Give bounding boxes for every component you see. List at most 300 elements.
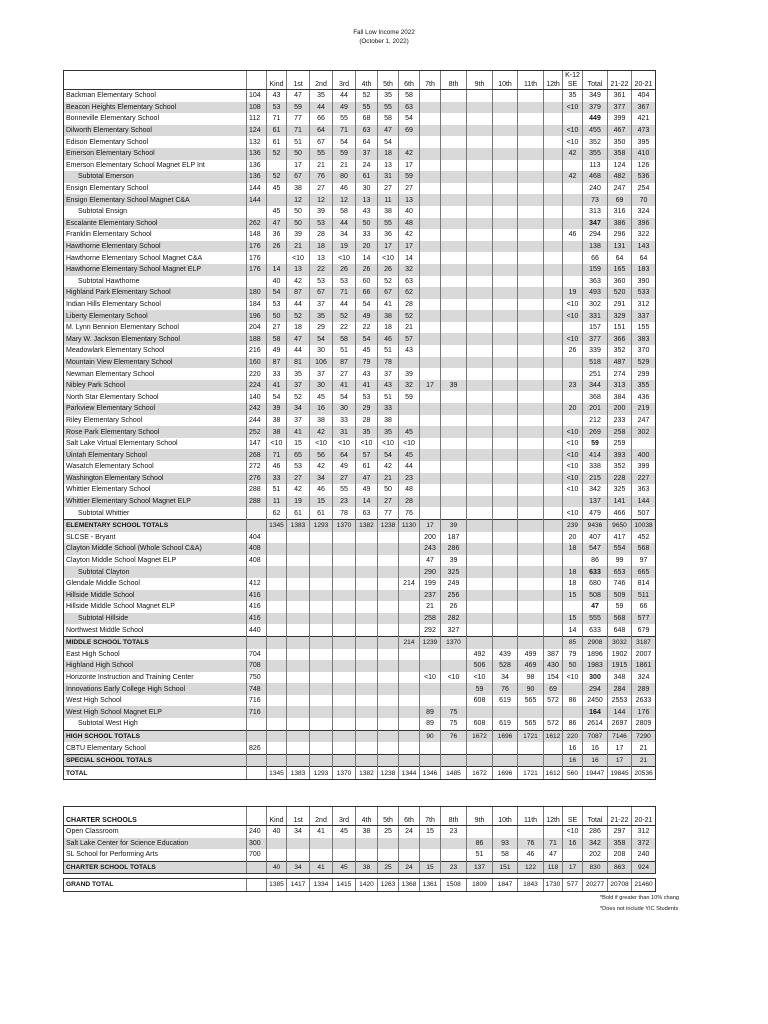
value-cell: 50: [287, 148, 310, 160]
value-cell: 1382: [356, 767, 378, 780]
value-cell: [378, 672, 399, 684]
value-cell: 653: [608, 566, 632, 578]
value-cell: [518, 613, 544, 625]
value-cell: 46: [267, 461, 287, 473]
value-cell: 40: [267, 276, 287, 288]
value-cell: 41: [287, 426, 310, 438]
value-cell: [420, 241, 441, 253]
value-cell: [287, 730, 310, 742]
value-cell: [356, 838, 378, 850]
value-cell: [287, 849, 310, 861]
value-cell: [399, 357, 420, 369]
value-cell: 58: [378, 113, 399, 125]
value-cell: 1721: [518, 767, 544, 780]
value-cell: [356, 754, 378, 767]
school-name-cell: Hillside Middle School Magnet ELP: [64, 601, 247, 613]
value-cell: 64: [310, 125, 333, 137]
value-cell: 1344: [399, 767, 420, 780]
value-cell: 31: [333, 426, 356, 438]
totals-row: [64, 519, 656, 531]
value-cell: 746: [608, 578, 632, 590]
column-header: 2nd: [310, 807, 333, 826]
value-cell: 924: [632, 861, 656, 874]
value-cell: 1485: [441, 767, 467, 780]
value-cell: [518, 276, 544, 288]
value-cell: 201: [583, 403, 608, 415]
value-cell: 44: [287, 299, 310, 311]
value-cell: 20708: [608, 879, 632, 892]
value-cell: 379: [583, 102, 608, 114]
value-cell: 200: [608, 403, 632, 415]
value-cell: [378, 578, 399, 590]
school-code-cell: [247, 718, 267, 730]
value-cell: 30: [333, 403, 356, 415]
value-cell: [544, 299, 563, 311]
value-cell: [518, 636, 544, 648]
value-cell: [420, 90, 441, 102]
value-cell: [399, 742, 420, 754]
value-cell: [493, 241, 518, 253]
value-cell: [493, 742, 518, 754]
value-cell: 33: [267, 368, 287, 380]
value-cell: [310, 555, 333, 567]
value-cell: [287, 613, 310, 625]
value-cell: [441, 426, 467, 438]
value-cell: [420, 218, 441, 230]
table-row: [64, 660, 656, 672]
value-cell: [563, 252, 583, 264]
value-cell: [493, 555, 518, 567]
value-cell: 70: [632, 194, 656, 206]
value-cell: 399: [632, 461, 656, 473]
value-cell: [378, 742, 399, 754]
value-cell: 62: [267, 507, 287, 519]
value-cell: [333, 742, 356, 754]
value-cell: [441, 449, 467, 461]
value-cell: [399, 624, 420, 636]
value-cell: [493, 345, 518, 357]
value-cell: 520: [608, 287, 632, 299]
value-cell: [493, 519, 518, 531]
value-cell: [420, 310, 441, 322]
value-cell: [420, 183, 441, 195]
value-cell: 289: [632, 683, 656, 695]
column-header: 11th: [518, 807, 544, 826]
school-code-cell: 184: [247, 299, 267, 311]
value-cell: [467, 345, 493, 357]
value-cell: 410: [632, 148, 656, 160]
value-cell: 372: [632, 838, 656, 850]
school-code-cell: 416: [247, 601, 267, 613]
school-name-cell: Newman Elementary School: [64, 368, 247, 380]
value-cell: [356, 672, 378, 684]
value-cell: 51: [378, 345, 399, 357]
value-cell: 1293: [310, 519, 333, 531]
value-cell: [287, 683, 310, 695]
value-cell: 59: [333, 148, 356, 160]
value-cell: [333, 838, 356, 850]
value-cell: [544, 566, 563, 578]
value-cell: 55: [378, 218, 399, 230]
value-cell: 10038: [632, 519, 656, 531]
value-cell: 1130: [399, 519, 420, 531]
value-cell: [267, 649, 287, 661]
school-name-cell: Escalante Elementary School: [64, 218, 247, 230]
value-cell: [420, 299, 441, 311]
value-cell: 2633: [632, 695, 656, 707]
value-cell: [467, 636, 493, 648]
school-code-cell: [247, 879, 267, 892]
value-cell: 19: [287, 496, 310, 508]
school-code-cell: 272: [247, 461, 267, 473]
table-row: [64, 578, 656, 590]
table-row: [64, 102, 656, 114]
value-cell: 52: [356, 90, 378, 102]
value-cell: 76: [441, 730, 467, 742]
value-cell: [563, 276, 583, 288]
school-name-cell: Meadowlark Elementary School: [64, 345, 247, 357]
value-cell: [544, 148, 563, 160]
value-cell: 1382: [356, 519, 378, 531]
value-cell: 15: [310, 496, 333, 508]
school-name-cell: Mary W. Jackson Elementary School: [64, 333, 247, 345]
column-header: 4th: [356, 807, 378, 826]
value-cell: [420, 838, 441, 850]
value-cell: [544, 578, 563, 590]
subtotal-row: [64, 566, 656, 578]
value-cell: [310, 849, 333, 861]
value-cell: [267, 624, 287, 636]
value-cell: 22: [356, 322, 378, 334]
value-cell: 59: [399, 171, 420, 183]
school-code-cell: 132: [247, 136, 267, 148]
value-cell: 35: [287, 368, 310, 380]
value-cell: 59: [583, 438, 608, 450]
value-cell: [356, 718, 378, 730]
column-header: Kind: [267, 71, 287, 90]
value-cell: 21: [378, 473, 399, 485]
value-cell: 387: [544, 649, 563, 661]
value-cell: [467, 264, 493, 276]
school-code-cell: 416: [247, 613, 267, 625]
value-cell: <10: [356, 438, 378, 450]
value-cell: [467, 578, 493, 590]
table-row: [64, 299, 656, 311]
value-cell: 7087: [583, 730, 608, 742]
value-cell: 35: [356, 426, 378, 438]
value-cell: 1361: [420, 879, 441, 892]
value-cell: 1730: [544, 879, 563, 892]
footnote-yic-students: *Does not include YIC Students: [600, 906, 679, 912]
school-name-cell: Liberty Elementary School: [64, 310, 247, 322]
value-cell: 23: [563, 380, 583, 392]
value-cell: 269: [583, 426, 608, 438]
value-cell: [378, 754, 399, 767]
value-cell: 42: [563, 171, 583, 183]
value-cell: 85: [563, 636, 583, 648]
value-cell: 144: [608, 706, 632, 718]
value-cell: 15: [563, 613, 583, 625]
column-header: 10th: [493, 807, 518, 826]
value-cell: 215: [583, 473, 608, 485]
value-cell: 76: [493, 683, 518, 695]
value-cell: 21: [287, 241, 310, 253]
value-cell: [467, 125, 493, 137]
value-cell: [441, 391, 467, 403]
value-cell: 572: [544, 695, 563, 707]
value-cell: 55: [378, 102, 399, 114]
value-cell: 17: [563, 861, 583, 874]
value-cell: 1345: [267, 519, 287, 531]
value-cell: [310, 838, 333, 850]
school-name-cell: Highland Park Elementary School: [64, 287, 247, 299]
value-cell: [420, 496, 441, 508]
school-code-cell: 288: [247, 484, 267, 496]
value-cell: [399, 718, 420, 730]
value-cell: [467, 484, 493, 496]
value-cell: 28: [310, 229, 333, 241]
table-row: [64, 683, 656, 695]
value-cell: 21: [310, 160, 333, 172]
report-title: [0, 28, 768, 46]
value-cell: 1721: [518, 730, 544, 742]
value-cell: [267, 543, 287, 555]
value-cell: 54: [356, 299, 378, 311]
value-cell: [399, 706, 420, 718]
column-header: 1st: [287, 71, 310, 90]
value-cell: 507: [632, 507, 656, 519]
value-cell: 258: [420, 613, 441, 625]
value-cell: [399, 754, 420, 767]
value-cell: [493, 194, 518, 206]
value-cell: 1385: [267, 879, 287, 892]
value-cell: [441, 496, 467, 508]
value-cell: [441, 333, 467, 345]
value-cell: 41: [356, 380, 378, 392]
value-cell: 53: [267, 102, 287, 114]
value-cell: [544, 287, 563, 299]
value-cell: 1239: [420, 636, 441, 648]
value-cell: 42: [399, 229, 420, 241]
value-cell: [441, 403, 467, 415]
value-cell: 43: [267, 90, 287, 102]
value-cell: [399, 566, 420, 578]
value-cell: 14: [267, 264, 287, 276]
subtotal-row: [64, 718, 656, 730]
value-cell: [287, 706, 310, 718]
value-cell: 325: [441, 566, 467, 578]
school-name-cell: Hawthorne Elementary School Magnet ELP: [64, 264, 247, 276]
value-cell: [267, 730, 287, 742]
value-cell: 316: [608, 206, 632, 218]
value-cell: [467, 102, 493, 114]
value-cell: [563, 496, 583, 508]
school-code-cell: [247, 566, 267, 578]
table-row: [64, 148, 656, 160]
value-cell: 13: [378, 160, 399, 172]
value-cell: 76: [518, 838, 544, 850]
value-cell: 302: [632, 426, 656, 438]
value-cell: 324: [632, 206, 656, 218]
value-cell: [518, 241, 544, 253]
value-cell: 44: [333, 90, 356, 102]
subtotal-row: [64, 276, 656, 288]
value-cell: 45: [333, 861, 356, 874]
value-cell: 165: [608, 264, 632, 276]
value-cell: [441, 287, 467, 299]
school-code-cell: 104: [247, 90, 267, 102]
table-row: [64, 601, 656, 613]
value-cell: 46: [333, 183, 356, 195]
value-cell: 358: [608, 148, 632, 160]
value-cell: 814: [632, 578, 656, 590]
value-cell: [493, 496, 518, 508]
school-name-cell: Horizonte Instruction and Training Center: [64, 672, 247, 684]
value-cell: [544, 333, 563, 345]
school-name-cell: West High School: [64, 695, 247, 707]
value-cell: [420, 507, 441, 519]
value-cell: 39: [399, 368, 420, 380]
school-code-cell: [247, 276, 267, 288]
value-cell: [518, 566, 544, 578]
value-cell: [356, 590, 378, 602]
school-name-cell: Wasatch Elementary School: [64, 461, 247, 473]
value-cell: [310, 590, 333, 602]
value-cell: 400: [632, 449, 656, 461]
value-cell: 36: [267, 229, 287, 241]
value-cell: [378, 543, 399, 555]
value-cell: [310, 613, 333, 625]
school-name-cell: MIDDLE SCHOOL TOTALS: [64, 636, 247, 648]
value-cell: [310, 624, 333, 636]
value-cell: 2697: [608, 718, 632, 730]
value-cell: [467, 252, 493, 264]
value-cell: 487: [608, 357, 632, 369]
value-cell: [518, 826, 544, 838]
value-cell: [287, 718, 310, 730]
value-cell: [267, 613, 287, 625]
value-cell: 417: [608, 532, 632, 544]
value-cell: [518, 590, 544, 602]
value-cell: 41: [310, 861, 333, 874]
table-row: [64, 287, 656, 299]
value-cell: [467, 310, 493, 322]
totals-row: [64, 754, 656, 767]
value-cell: 21: [399, 322, 420, 334]
value-cell: [544, 276, 563, 288]
value-cell: 363: [583, 276, 608, 288]
school-code-cell: 124: [247, 125, 267, 137]
value-cell: 51: [287, 136, 310, 148]
value-cell: [563, 368, 583, 380]
value-cell: 151: [608, 322, 632, 334]
table-row: [64, 264, 656, 276]
value-cell: 21: [420, 601, 441, 613]
value-cell: 455: [583, 125, 608, 137]
value-cell: 1672: [467, 767, 493, 780]
value-cell: 467: [608, 125, 632, 137]
value-cell: [399, 532, 420, 544]
value-cell: 18: [378, 148, 399, 160]
value-cell: [267, 742, 287, 754]
school-code-cell: 176: [247, 241, 267, 253]
school-name-cell: Subtotal Whittier: [64, 507, 247, 519]
value-cell: [267, 252, 287, 264]
value-cell: [287, 660, 310, 672]
value-cell: [310, 718, 333, 730]
grand-total-table: [63, 878, 656, 892]
value-cell: [287, 695, 310, 707]
value-cell: [467, 601, 493, 613]
totals-row: [64, 879, 656, 892]
value-cell: [420, 849, 441, 861]
value-cell: 37: [378, 368, 399, 380]
value-cell: 9650: [608, 519, 632, 531]
value-cell: [518, 532, 544, 544]
value-cell: 863: [608, 861, 632, 874]
school-code-cell: 416: [247, 590, 267, 602]
value-cell: [493, 484, 518, 496]
value-cell: [518, 742, 544, 754]
value-cell: 214: [399, 578, 420, 590]
value-cell: [356, 624, 378, 636]
value-cell: 386: [608, 218, 632, 230]
value-cell: [420, 229, 441, 241]
column-header: 2nd: [310, 71, 333, 90]
value-cell: [310, 672, 333, 684]
school-code-cell: [247, 507, 267, 519]
value-cell: 395: [632, 136, 656, 148]
value-cell: 38: [356, 861, 378, 874]
value-cell: [493, 90, 518, 102]
school-code-cell: 750: [247, 672, 267, 684]
value-cell: 17: [420, 380, 441, 392]
value-cell: [544, 519, 563, 531]
value-cell: 350: [608, 136, 632, 148]
school-code-cell: 144: [247, 183, 267, 195]
value-cell: 56: [310, 449, 333, 461]
value-cell: [493, 357, 518, 369]
value-cell: [267, 160, 287, 172]
value-cell: 20: [563, 403, 583, 415]
value-cell: 26: [441, 601, 467, 613]
value-cell: 15: [420, 826, 441, 838]
value-cell: 45: [267, 183, 287, 195]
value-cell: 830: [583, 861, 608, 874]
value-cell: [544, 183, 563, 195]
value-cell: 1696: [493, 767, 518, 780]
school-code-cell: [247, 861, 267, 874]
value-cell: <10: [563, 449, 583, 461]
value-cell: 71: [267, 113, 287, 125]
column-header: 21-22: [608, 71, 632, 90]
school-code-cell: 176: [247, 264, 267, 276]
column-header: K-12 SE: [563, 71, 583, 90]
value-cell: <10: [563, 102, 583, 114]
value-cell: [493, 125, 518, 137]
school-code-cell: 412: [247, 578, 267, 590]
table-row: [64, 333, 656, 345]
value-cell: 113: [583, 160, 608, 172]
table-row: [64, 590, 656, 602]
value-cell: [467, 194, 493, 206]
school-code-cell: [247, 206, 267, 218]
school-code-cell: 147: [247, 438, 267, 450]
value-cell: [441, 264, 467, 276]
value-cell: 45: [310, 391, 333, 403]
table-row: [64, 826, 656, 838]
value-cell: 633: [583, 624, 608, 636]
